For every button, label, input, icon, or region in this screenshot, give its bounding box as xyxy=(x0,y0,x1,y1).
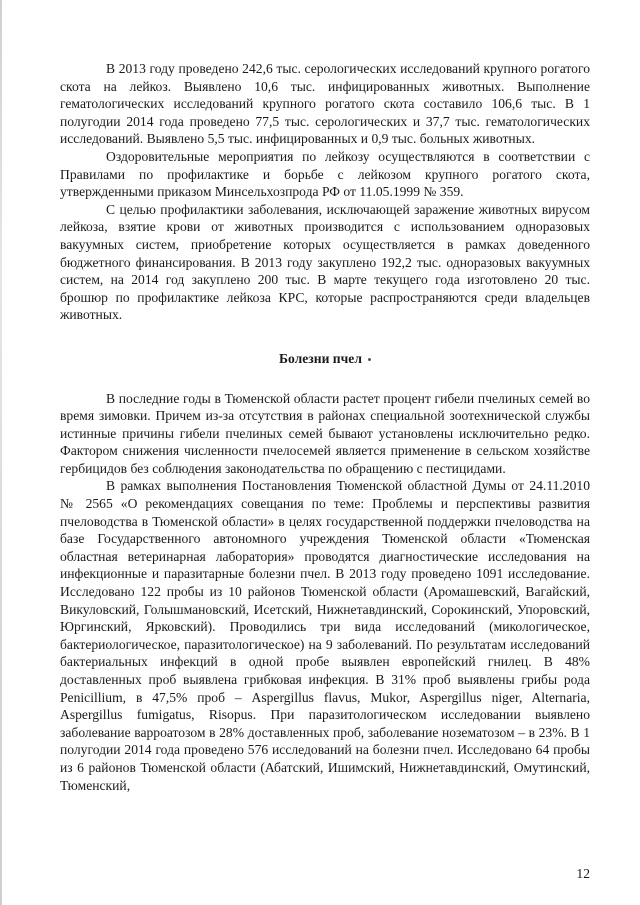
paragraph-leukosis-prevention: С целью профилактики заболевания, исключающей заражение животных вирусом лейкоза, взятие крови от животных производится с использованием одноразовых вакуумных систем, приобретение которых осуществляется в рамках доведенного бюджетного финансирования. В 2013 году закуплено 192,2 тыс. одноразовых вакуумных систем, на 2014 год закуплено 200 тыс. В марте текущего года изготовлено 20 тыс. брошюр по профилактике лейкоза КРС, которые распространяются среди владельцев животных. xyxy=(60,201,590,323)
paragraph-leukosis-stats: В 2013 году проведено 242,6 тыс. серологических исследований крупного рогатого скота на лейкоз. Выявлено 10,6 тыс. инфицированных животных. Выполнение гематологических исследований крупного рогатого скота составило 106,6 тыс. В 1 полугодии 2014 года проведено 77,5 тыс. серологических и 37,7 тыс. гематологических исследований. Выявлено 5,5 тыс. инфицированных и 0,9 тыс. больных животных. xyxy=(60,61,590,147)
page-number: 12 xyxy=(576,866,590,881)
document-page xyxy=(60,60,590,794)
paragraph-bee-diagnostics: В рамках выполнения Постановления Тюменской областной Думы от 24.11.2010 № 2565 «О рекомендациях совещания по теме: Проблемы и перспективы развития пчеловодства в Тюменской области» в целях государственной поддержки пчеловодства на базе Государственного автономного учреждения Тюменской области «Тюменская областная ветеринарная лаборатория» проводятся диагностические исследования на инфекционные и паразитарные болезни пчел. В 2013 году проведено 1091 исследование. Исследовано 122 пробы из 10 районов Тюменской области (Аромашевский, Вагайский, Викуловский, Голышмановский, Исетский, Нижнетавдинский, Сорокинский, Упоровский, Юргинский, Ярковский). Проводились три вида исследований (микологическое, бактериологическое, паразитологическое) на 9 заболеваний. По результатам исследований бактериальных инфекций в одной пробе выявлен европейский гнилец. В 48% доставленных проб выявлена грибковая инфекция. В 31% проб выявлены грибы рода Penicillium, в 47,5% проб – Aspergillus flavus, Mukor, Aspergillus niger, Alternaria, Aspergillus fumigatus, Risopus. При паразитологическом исследовании выявлено заболевание варроатозом в 28% доставленных проб, заболевание нозематозом – в 23%. В 1 полугодии 2014 года проведено 576 исследований на болезни пчел. Исследовано 64 пробы из 6 районов Тюменской области (Абатский, Ишимский, Нижнетавдинский, Омутинский, Тюменский, xyxy=(60,478,590,793)
section-heading xyxy=(60,350,590,368)
scan-speck xyxy=(368,358,371,361)
paragraph-leukosis-rules: Оздоровительные мероприятия по лейкозу осуществляются в соответствии с Правилами по профилактике и борьбе с лейкозом крупного рогатого скота, утвержденными приказом Минсельхозпрода РФ от 11.05.1999 № 359. xyxy=(60,148,590,200)
scan-left-edge xyxy=(0,0,2,905)
section-heading-text: Болезни пчел xyxy=(279,350,362,366)
paragraph-bee-losses: В последние годы в Тюменской области растет процент гибели пчелиных семей во время зимовки. Причем из-за отсутствия в районах специальной зоотехнической службы истинные причины гибели пчелиных семей бывают установлены исключительно редко. Фактором снижения численности пчелосемей является применение в сельском хозяйстве гербицидов без соблюдения законодательства по обращению с пестицидами. xyxy=(60,390,590,476)
